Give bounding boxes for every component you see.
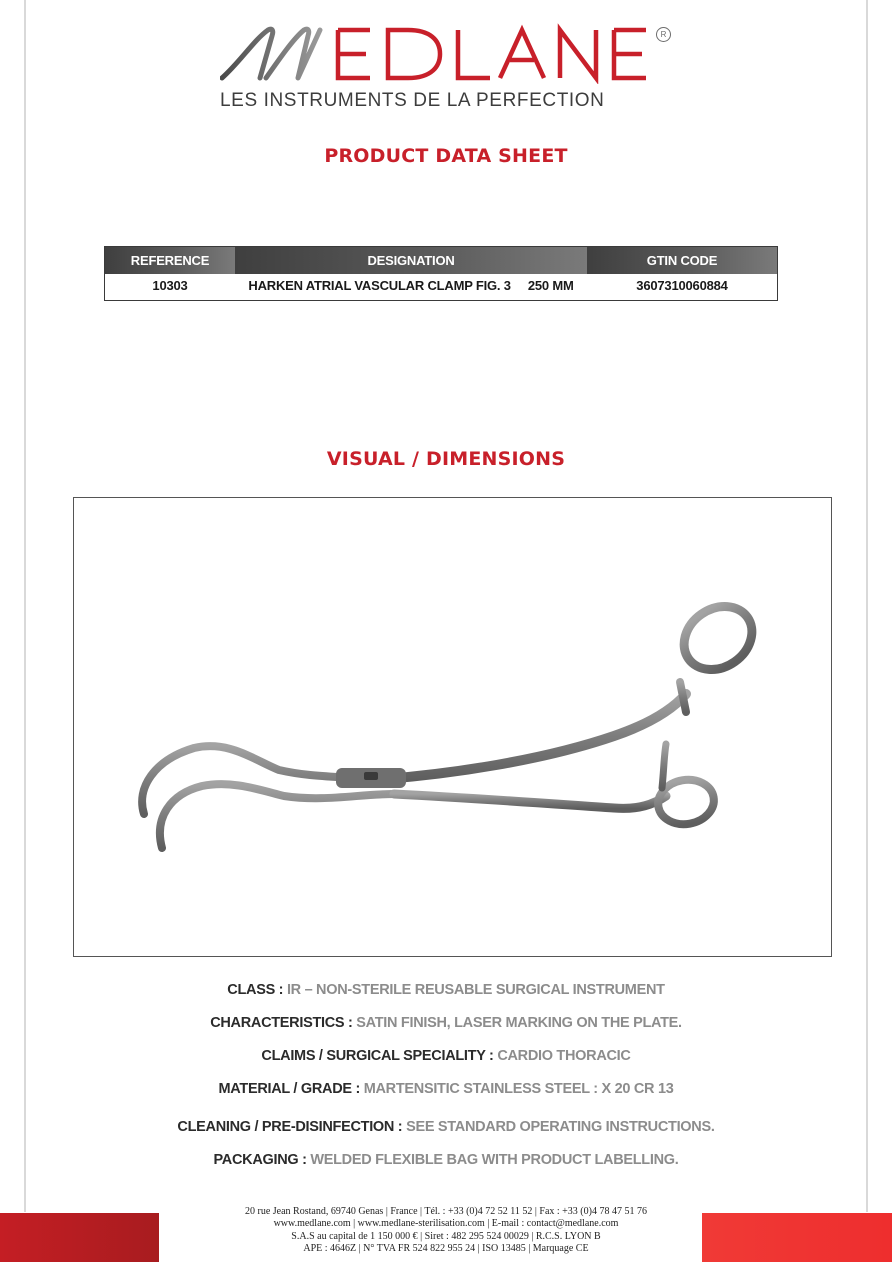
reference-cell: 10303: [152, 278, 188, 293]
brand-tagline: LES INSTRUMENTS DE LA PERFECTION: [220, 90, 605, 111]
designation-cell: HARKEN ATRIAL VASCULAR CLAMP FIG. 3 250 MM: [248, 278, 574, 293]
table-row: [105, 274, 777, 297]
spec-claims: CLAIMS / SURGICAL SPECIALITY : CARDIO THORACIC: [261, 1048, 631, 1064]
spec-material: MATERIAL / GRADE : MARTENSITIC STAINLESS STEEL : X 20 CR 13: [218, 1081, 674, 1097]
footer-company-info: S.A.S au capital de 1 150 000 € | Siret : 482 295 524 00029 | R.C.S. LYON B: [291, 1230, 601, 1242]
column-header-designation: DESIGNATION: [235, 247, 587, 274]
spec-class: CLASS : IR – NON-STERILE REUSABLE SURGICAL INSTRUMENT: [227, 982, 665, 998]
footer-contact: [0, 1206, 892, 1256]
column-header-reference: REFERENCE: [105, 247, 235, 274]
footer-address: 20 rue Jean Rostand, 69740 Genas | France | Tél. : +33 (0)4 72 52 11 52 | Fax : +33 (0)4 78 47 51 76: [245, 1206, 647, 1217]
gtin-cell: 3607310060884: [636, 278, 728, 293]
reference-table: [105, 247, 777, 297]
product-image-frame: [73, 497, 832, 957]
column-header-gtin: GTIN CODE: [587, 247, 777, 274]
spec-cleaning: CLEANING / PRE-DISINFECTION : SEE STANDARD OPERATING INSTRUCTIONS.: [177, 1119, 715, 1135]
footer-registration: APE : 4646Z | N° TVA FR 524 822 955 24 | ISO 13485 | Marquage CE: [303, 1243, 589, 1255]
medlane-logo: [220, 22, 672, 84]
registered-mark: R: [656, 27, 671, 42]
surgical-clamp-icon: [74, 498, 831, 956]
spec-packaging: PACKAGING : WELDED FLEXIBLE BAG WITH PRODUCT LABELLING.: [213, 1152, 679, 1168]
footer-web-links: www.medlane.com | www.medlane-sterilisation.com | E-mail : contact@medlane.com: [273, 1218, 619, 1230]
visual-dimensions-title: VISUAL / DIMENSIONS: [326, 448, 566, 470]
spec-characteristics: CHARACTERISTICS : SATIN FINISH, LASER MARKING ON THE PLATE.: [210, 1015, 682, 1031]
product-data-sheet-title: PRODUCT DATA SHEET: [324, 145, 568, 167]
